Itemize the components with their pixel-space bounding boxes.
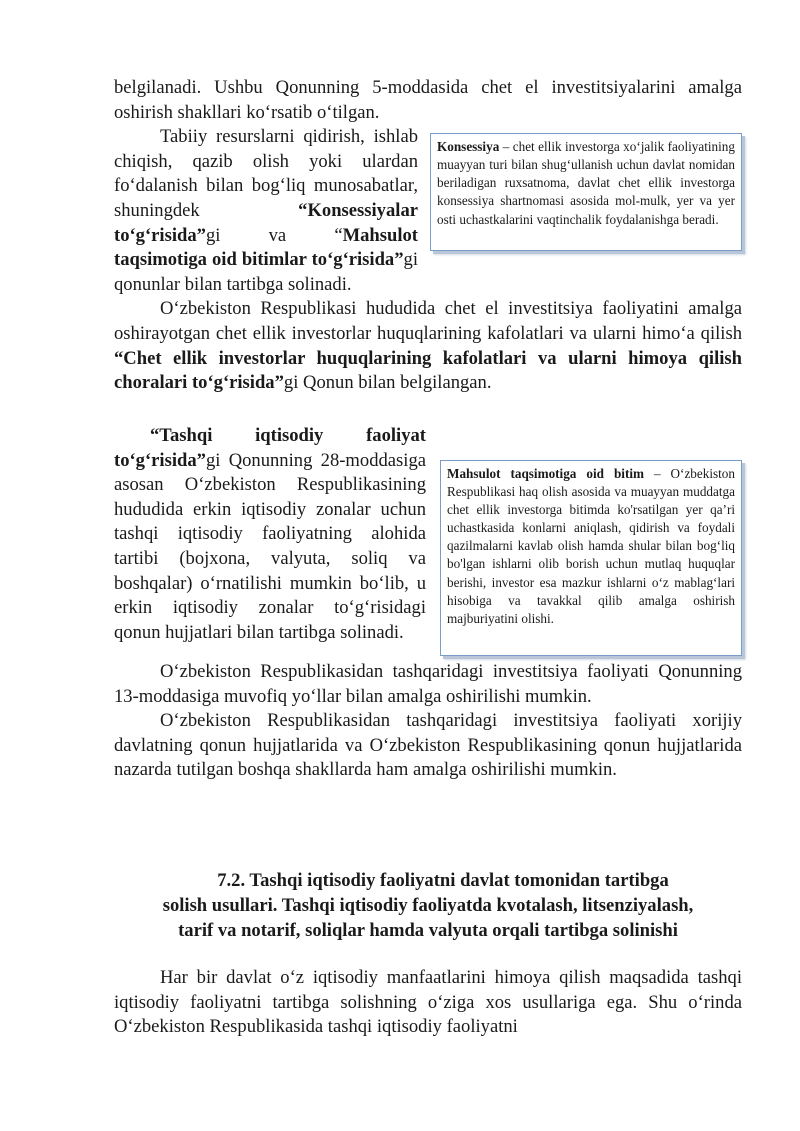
definition-box-mahsulot: [440, 460, 742, 656]
section-heading: [114, 868, 742, 943]
text-block-bottom: [114, 966, 742, 1040]
heading-line-1: 7.2. Tashqi iqtisodiy faoliyatni davlat tomonidan tartibga: [217, 870, 669, 891]
text-block-middle: [114, 424, 742, 783]
paragraph-4: “Tashqi iqtisodiy faoliyat to‘g‘risida”gi Qonunning 28-moddasiga asosan O‘zbekiston Respublikasining hududida erkin iqtisodiy zonalar uchun tashqi iqtisodiy faoliyatning alohida tartibi (bojxona, valyuta, soliq va boshqalar) o‘rnatilishi mumkin bo‘lib, u erkin iqtisodiy zonalar to‘g‘risidagi qonun hujjatlari bilan tartibga solinadi.: [114, 425, 426, 643]
definition-text: – O‘zbekiston Respublikasi haq olish asosida va muayyan muddatga chet ellik investorga bitimda ko'rsatilgan yer qa’ri uchastkasida konlarni aniqlash, qidirish va foydali qazilmalarni kavlab olish hamda shular bilan bog‘liq bo'lgan ishlarni olib borish uchun mutlaq huquqlar berishi, investor esa mazkur ishlarni o‘z mablag‘lari hisobiga va tavakkal qilib amalga oshirish majburiyatini olishi.: [447, 466, 735, 626]
paragraph-1: belgilanadi. Ushbu Qonunning 5-moddasida chet el investitsiyalarini amalga oshirish shakllari ko‘rsatib o‘tilgan.: [114, 77, 742, 123]
paragraph-5: O‘zbekiston Respublikasidan tashqaridagi investitsiya faoliyati Qonunning 13-moddasiga muvofiq yo‘llar bilan amalga oshirilishi mumkin.: [114, 661, 742, 707]
text-block-top: [114, 76, 742, 396]
heading-line-3: tarif va notarif, soliqlar hamda valyuta orqali tartibga solinishi: [178, 920, 678, 941]
definition-text: – chet ellik investorga xo‘jalik faoliyatining muayyan turi bilan shug‘ullanish uchun davlat nomidan beriladigan ruxsatnoma, davlat chet ellik investorga konsessiya shartnomasi asosida mol-mulk, yer va yer osti uchastkalarini vaqtinchalik foydalanishga beradi.: [437, 139, 735, 227]
paragraph-3: O‘zbekiston Respublikasi hududida chet el investitsiya faoliyatini amalga oshirayotgan chet ellik investorlar huquqlarining kafolatlari va ularni himo‘a qilish “Chet ellik investorlar huquqlarining kafolatlari va ularni himoya qilish choralari to‘g‘risida”gi Qonun bilan belgilangan.: [114, 298, 742, 394]
definition-konsessiya: [437, 138, 735, 228]
definition-term: Mahsulot taqsimotiga oid bitim: [447, 466, 644, 481]
paragraph-7: Har bir davlat o‘z iqtisodiy manfaatlarini himoya qilish maqsadida tashqi iqtisodiy faoliyatni tartibga solishning o‘ziga xos usullariga ega. Shu o‘rinda O‘zbekiston Respublikasida tashqi iqtisodiy faoliyatni: [114, 967, 742, 1038]
heading-line-2: solish usullari. Tashqi iqtisodiy faoliyatda kvotalash, litsenziyalash,: [162, 895, 694, 916]
paragraph-2: Tabiiy resurslarni qidirish, ishlab chiqish, qazib olish yoki ulardan fo‘dalanish bilan bog‘liq munosabatlar, shuningdek “Konsessiyalar to‘g‘risida”gi va “Mahsulot taqsimotiga oid bitimlar to‘g‘risida”gi qonunlar bilan tartibga solinadi.: [114, 126, 418, 295]
definition-mahsulot: [447, 465, 735, 628]
definition-box-konsessiya: [430, 133, 742, 251]
paragraph-6: O‘zbekiston Respublikasidan tashqaridagi investitsiya faoliyati xorijiy davlatning qonun hujjatlarida va O‘zbekiston Respublikasining qonun hujjatlarida nazarda tutilgan boshqa shakllarda ham amalga oshirilishi mumkin.: [114, 710, 742, 781]
definition-term: Konsessiya: [437, 139, 500, 155]
